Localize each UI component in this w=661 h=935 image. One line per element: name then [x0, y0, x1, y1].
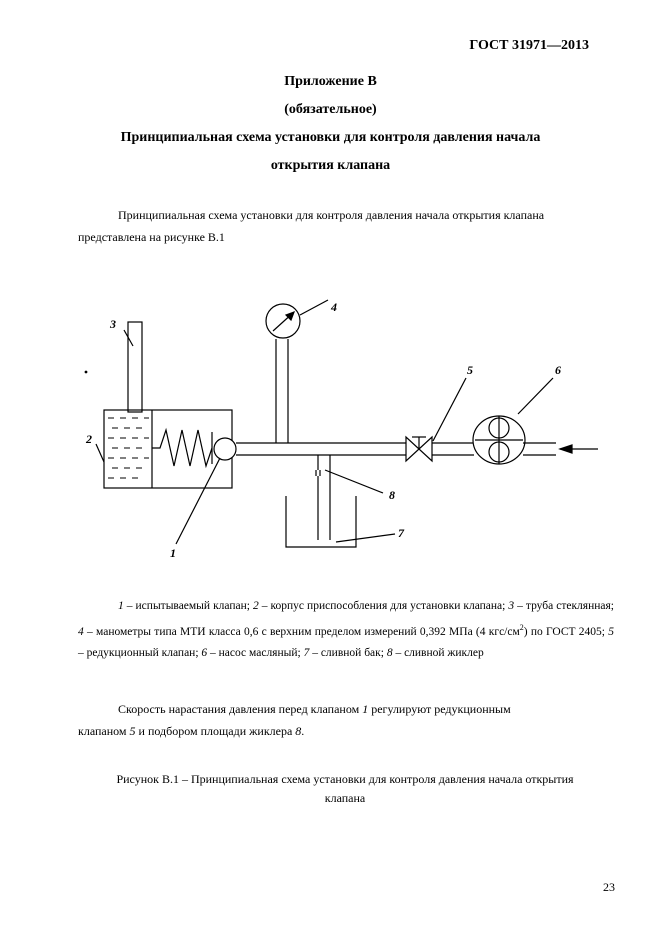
- legend-text-4a: – манометры типа МТИ класса 0,6 с верхним пределом измерений 0,392 МПа (4 кгс/см: [83, 625, 520, 638]
- figure-legend: [78, 596, 614, 664]
- note-num-1: 1: [362, 702, 369, 716]
- manometer: [266, 304, 300, 338]
- label-1: 1: [170, 546, 176, 560]
- spring: [152, 430, 212, 466]
- note-text-d: и подбором площади жиклера: [135, 724, 296, 738]
- label-6: 6: [555, 363, 561, 377]
- page-number: 23: [603, 880, 615, 894]
- legend-num-5: 5: [608, 625, 614, 638]
- note-line1: [78, 698, 614, 720]
- label-3: 3: [110, 317, 116, 331]
- legend-text-8: – сливной жиклер: [392, 646, 484, 659]
- legend-text-1: – испытываемый клапан;: [123, 600, 253, 612]
- legend-text-4b: ) по ГОСТ 2405;: [523, 625, 609, 638]
- caption-line1: Рисунок В.1 – Принципиальная схема установки для контроля давления начала открытия: [116, 772, 574, 786]
- note-text-b: регулируют редукционным: [368, 702, 511, 716]
- label-8: 8: [389, 488, 395, 502]
- label-2: 2: [86, 432, 92, 446]
- figure-caption: [70, 770, 620, 808]
- legend-text-3: – труба стеклянная;: [514, 600, 614, 612]
- legend-num-6: 6: [201, 646, 208, 659]
- legend-num-8: 8: [386, 646, 393, 659]
- note-paragraph: [78, 698, 614, 742]
- legend-text-7: – сливной бак;: [309, 646, 387, 659]
- appendix-heading-line1: Принципиальная схема установки для контроля давления начала: [120, 130, 541, 145]
- legend-num-2: 2: [252, 600, 259, 612]
- note-num-8: 8: [295, 724, 302, 738]
- intro-line2: представлена на рисунке В.1: [78, 230, 225, 244]
- legend-num-7: 7: [303, 646, 310, 659]
- legend-text-6: – насос масляный;: [207, 646, 304, 659]
- label-4: 4: [331, 300, 337, 314]
- legend-num-4: 4: [78, 625, 84, 638]
- legend-num-3: 3: [508, 600, 515, 612]
- standard-number: ГОСТ 31971—2013: [469, 38, 589, 53]
- note-text-c: клапаном: [78, 724, 130, 738]
- note-text-a: Скорость нарастания давления перед клапаном: [118, 702, 363, 716]
- fixture-body: [104, 410, 232, 488]
- tested-valve: [214, 438, 236, 460]
- appendix-heading-line2: открытия клапана: [270, 158, 391, 173]
- drain-tank: [286, 496, 356, 547]
- glass-tube: [128, 322, 142, 412]
- legend-text-2: – корпус приспособления для установки клапана;: [258, 600, 509, 612]
- appendix-status: (обязательное): [284, 102, 377, 117]
- label-5: 5: [467, 363, 473, 377]
- caption-line2: клапана: [324, 791, 366, 805]
- legend-text-5: – редукционный клапан;: [78, 646, 202, 659]
- note-num-5: 5: [129, 724, 136, 738]
- label-7: 7: [398, 526, 404, 540]
- note-line2: [78, 720, 614, 742]
- legend-num-1: 1: [118, 600, 124, 612]
- legend-sup: 2: [519, 623, 524, 632]
- note-text-e: .: [301, 724, 305, 738]
- intro-line1: Принципиальная схема установки для контроля давления начала открытия клапана: [118, 208, 545, 222]
- appendix-title: Приложение В: [284, 74, 377, 89]
